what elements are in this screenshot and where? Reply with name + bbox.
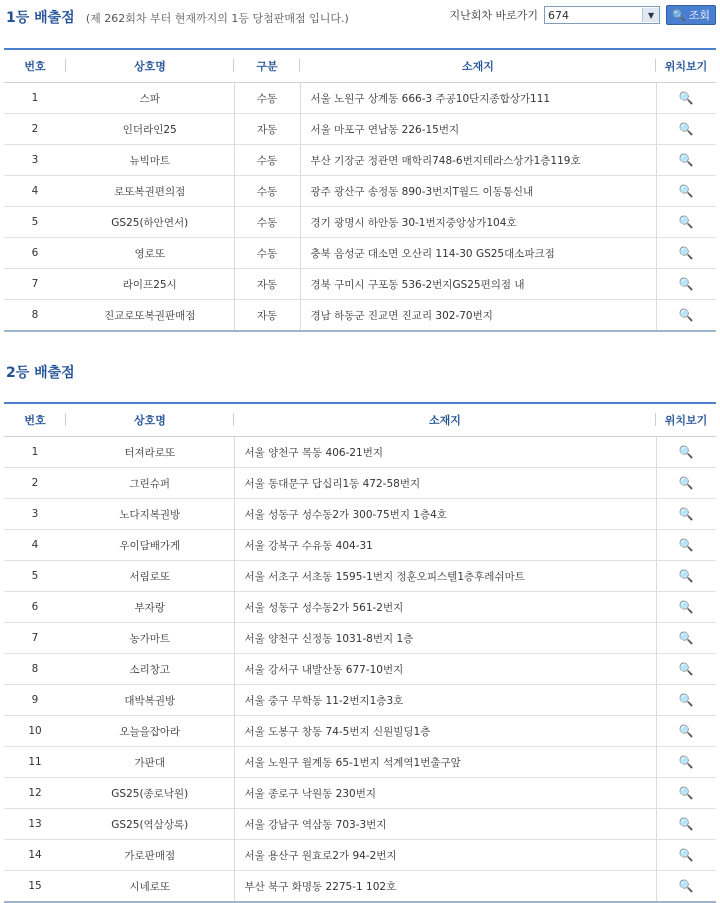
col-header-no: 번호: [4, 49, 66, 83]
store-address: 서울 노원구 상계동 666-3 주공10단지종합상가111: [300, 83, 656, 114]
row-number: 9: [4, 685, 66, 716]
search-button-label: 조회: [688, 9, 710, 22]
store-name: 가로판매점: [66, 840, 234, 871]
row-number: 11: [4, 747, 66, 778]
pick-type: 수동: [234, 207, 300, 238]
table-row: [4, 300, 716, 332]
table-row: [4, 499, 716, 530]
store-address: 서울 강서구 내발산동 677-10번지: [234, 654, 656, 685]
row-number: 4: [4, 530, 66, 561]
store-name: 진교로또복권판매점: [66, 300, 234, 332]
store-address: 서울 양천구 신정동 1031-8번지 1층: [234, 623, 656, 654]
map-view-cell: [656, 530, 716, 561]
store-name: 서림로또: [66, 561, 234, 592]
round-search-label: 지난회차 바로가기: [449, 9, 539, 22]
row-number: 7: [4, 269, 66, 300]
map-view-cell: [656, 207, 716, 238]
col-header-name: 상호명: [66, 403, 234, 437]
table-row: [4, 685, 716, 716]
table-row: [4, 238, 716, 269]
col-header-type: 구분: [234, 49, 300, 83]
section2-title: 2등 배출점: [6, 365, 75, 381]
store-address: 경기 광명시 하안동 30-1번지중앙상가104호: [300, 207, 656, 238]
table-row: [4, 778, 716, 809]
pick-type: 수동: [234, 145, 300, 176]
row-number: 3: [4, 145, 66, 176]
pick-type: 수동: [234, 238, 300, 269]
round-select[interactable]: [544, 6, 660, 24]
row-number: 8: [4, 654, 66, 685]
table-row: [4, 809, 716, 840]
row-number: 7: [4, 623, 66, 654]
store-address: 서울 종로구 낙원동 230번지: [234, 778, 656, 809]
pick-type: 자동: [234, 269, 300, 300]
row-number: 3: [4, 499, 66, 530]
row-number: 5: [4, 207, 66, 238]
table-row: [4, 561, 716, 592]
section1-title: 1등 배출점: [6, 10, 75, 26]
table-row: [4, 840, 716, 871]
store-name: 소리창고: [66, 654, 234, 685]
col-header-map: 위치보기: [656, 403, 716, 437]
table-row: [4, 437, 716, 468]
row-number: 14: [4, 840, 66, 871]
store-name: 인더라인25: [66, 114, 234, 145]
store-name: 스파: [66, 83, 234, 114]
table-row: [4, 114, 716, 145]
table-row: [4, 592, 716, 623]
table-row: [4, 468, 716, 499]
pick-type: 자동: [234, 300, 300, 332]
row-number: 1: [4, 83, 66, 114]
table-row: [4, 530, 716, 561]
magnifier-icon[interactable]: 🔍: [678, 631, 694, 645]
magnifier-icon[interactable]: 🔍: [678, 693, 694, 707]
section1-subtitle: (제 262회차 부터 현재까지의 1등 당첨판매점 입니다.): [85, 12, 349, 25]
round-search: [450, 5, 716, 25]
map-view-cell: [656, 300, 716, 332]
magnifier-icon[interactable]: 🔍: [678, 308, 694, 322]
store-address: 서울 양천구 목동 406-21번지: [234, 437, 656, 468]
map-view-cell: [656, 437, 716, 468]
row-number: 2: [4, 468, 66, 499]
map-view-cell: [656, 561, 716, 592]
magnifier-icon[interactable]: 🔍: [678, 507, 694, 521]
magnifier-icon[interactable]: 🔍: [678, 662, 694, 676]
map-view-cell: [656, 654, 716, 685]
store-name: 노다지복권방: [66, 499, 234, 530]
map-view-cell: [656, 840, 716, 871]
map-view-cell: [656, 269, 716, 300]
store-name: 대박복권방: [66, 685, 234, 716]
store-address: 서울 성동구 성수동2가 300-75번지 1층4호: [234, 499, 656, 530]
magnifier-icon[interactable]: 🔍: [678, 724, 694, 738]
store-name: 라이프25시: [66, 269, 234, 300]
row-number: 6: [4, 238, 66, 269]
col-header-map: 위치보기: [656, 49, 716, 83]
map-view-cell: [656, 871, 716, 903]
magnifier-icon[interactable]: 🔍: [678, 569, 694, 583]
magnifier-icon[interactable]: 🔍: [678, 476, 694, 490]
table-header-row: [4, 403, 716, 437]
section1-heading: [6, 7, 349, 27]
row-number: 1: [4, 437, 66, 468]
magnifier-icon[interactable]: 🔍: [678, 538, 694, 552]
map-view-cell: [656, 592, 716, 623]
magnifier-icon[interactable]: 🔍: [678, 817, 694, 831]
magnifier-icon[interactable]: 🔍: [678, 600, 694, 614]
map-view-cell: [656, 238, 716, 269]
store-name: 그린슈퍼: [66, 468, 234, 499]
top-bar: [0, 0, 720, 32]
magnifier-icon[interactable]: 🔍: [678, 277, 694, 291]
magnifier-icon[interactable]: 🔍: [678, 153, 694, 167]
map-view-cell: [656, 747, 716, 778]
store-address: 경남 하동군 진교면 진교리 302-70번지: [300, 300, 656, 332]
table-row: [4, 716, 716, 747]
map-view-cell: [656, 623, 716, 654]
col-header-address: 소재지: [300, 49, 656, 83]
store-address: 서울 성동구 성수동2가 561-2번지: [234, 592, 656, 623]
store-address: 서울 도봉구 창동 74-5번지 신원빌딩1층: [234, 716, 656, 747]
section2-heading: [6, 362, 75, 382]
col-header-no: 번호: [4, 403, 66, 437]
store-name: 농가마트: [66, 623, 234, 654]
store-name: 오늘을잡아라: [66, 716, 234, 747]
table-row: [4, 747, 716, 778]
magnifier-icon: 🔍: [672, 8, 686, 22]
store-name: GS25(하안연서): [66, 207, 234, 238]
store-address: 충북 음성군 대소면 오산리 114-30 GS25대소파크점: [300, 238, 656, 269]
store-name: GS25(종로낙원): [66, 778, 234, 809]
table-row: [4, 207, 716, 238]
store-name: 부자랑: [66, 592, 234, 623]
map-view-cell: [656, 468, 716, 499]
table-row: [4, 176, 716, 207]
magnifier-icon[interactable]: 🔍: [678, 848, 694, 862]
store-address: 서울 노원구 월계동 65-1번지 석계역1번출구앞: [234, 747, 656, 778]
map-view-cell: [656, 176, 716, 207]
map-view-cell: [656, 809, 716, 840]
magnifier-icon[interactable]: 🔍: [678, 445, 694, 459]
store-name: 로또복권편의점: [66, 176, 234, 207]
store-address: 서울 서초구 서초동 1595-1번지 정훈오피스텔1층후레쉬마트: [234, 561, 656, 592]
magnifier-icon[interactable]: 🔍: [678, 755, 694, 769]
map-view-cell: [656, 83, 716, 114]
magnifier-icon[interactable]: 🔍: [678, 879, 694, 893]
store-address: 부산 북구 화명동 2275-1 102호: [234, 871, 656, 903]
table-row: [4, 654, 716, 685]
store-name: 영로또: [66, 238, 234, 269]
magnifier-icon[interactable]: 🔍: [678, 786, 694, 800]
map-view-cell: [656, 716, 716, 747]
magnifier-icon[interactable]: 🔍: [678, 91, 694, 105]
store-address: 경북 구미시 구포동 536-2번지GS25편의점 내: [300, 269, 656, 300]
store-address: 서울 강북구 수유동 404-31: [234, 530, 656, 561]
row-number: 15: [4, 871, 66, 903]
round-select-value: 674: [548, 8, 570, 22]
magnifier-icon[interactable]: 🔍: [678, 122, 694, 136]
table-row: [4, 269, 716, 300]
row-number: 12: [4, 778, 66, 809]
row-number: 4: [4, 176, 66, 207]
table-row: [4, 83, 716, 114]
magnifier-icon[interactable]: 🔍: [678, 184, 694, 198]
second-prize-table: [4, 402, 716, 903]
store-name: 시네로또: [66, 871, 234, 903]
store-name: 뉴빅마트: [66, 145, 234, 176]
store-address: 서울 동대문구 답십리1동 472-58번지: [234, 468, 656, 499]
first-prize-table: [4, 48, 716, 332]
store-address: 부산 기장군 정관면 매학리748-6번지테라스상가1층119호: [300, 145, 656, 176]
row-number: 6: [4, 592, 66, 623]
map-view-cell: [656, 778, 716, 809]
magnifier-icon[interactable]: 🔍: [678, 246, 694, 260]
store-address: 서울 중구 무학동 11-2번지1층3호: [234, 685, 656, 716]
map-view-cell: [656, 499, 716, 530]
pick-type: 수동: [234, 83, 300, 114]
store-name: 우이담배가게: [66, 530, 234, 561]
map-view-cell: [656, 685, 716, 716]
map-view-cell: [656, 145, 716, 176]
store-address: 서울 마포구 연남동 226-15번지: [300, 114, 656, 145]
chevron-down-icon[interactable]: ▼: [642, 8, 659, 22]
magnifier-icon[interactable]: 🔍: [678, 215, 694, 229]
pick-type: 수동: [234, 176, 300, 207]
map-view-cell: [656, 114, 716, 145]
row-number: 5: [4, 561, 66, 592]
table-row: [4, 871, 716, 903]
row-number: 10: [4, 716, 66, 747]
table-row: [4, 623, 716, 654]
pick-type: 자동: [234, 114, 300, 145]
table-header-row: [4, 49, 716, 83]
store-address: 광주 광산구 송정동 890-3번지T월드 이동통신내: [300, 176, 656, 207]
store-address: 서울 강남구 역삼동 703-3번지: [234, 809, 656, 840]
table-row: [4, 145, 716, 176]
row-number: 8: [4, 300, 66, 332]
col-header-address: 소재지: [234, 403, 656, 437]
col-header-name: 상호명: [66, 49, 234, 83]
row-number: 2: [4, 114, 66, 145]
store-name: 터져라로또: [66, 437, 234, 468]
search-button[interactable]: [666, 5, 716, 25]
store-address: 서울 용산구 원효로2가 94-2번지: [234, 840, 656, 871]
row-number: 13: [4, 809, 66, 840]
store-name: GS25(역삼상록): [66, 809, 234, 840]
store-name: 가판대: [66, 747, 234, 778]
